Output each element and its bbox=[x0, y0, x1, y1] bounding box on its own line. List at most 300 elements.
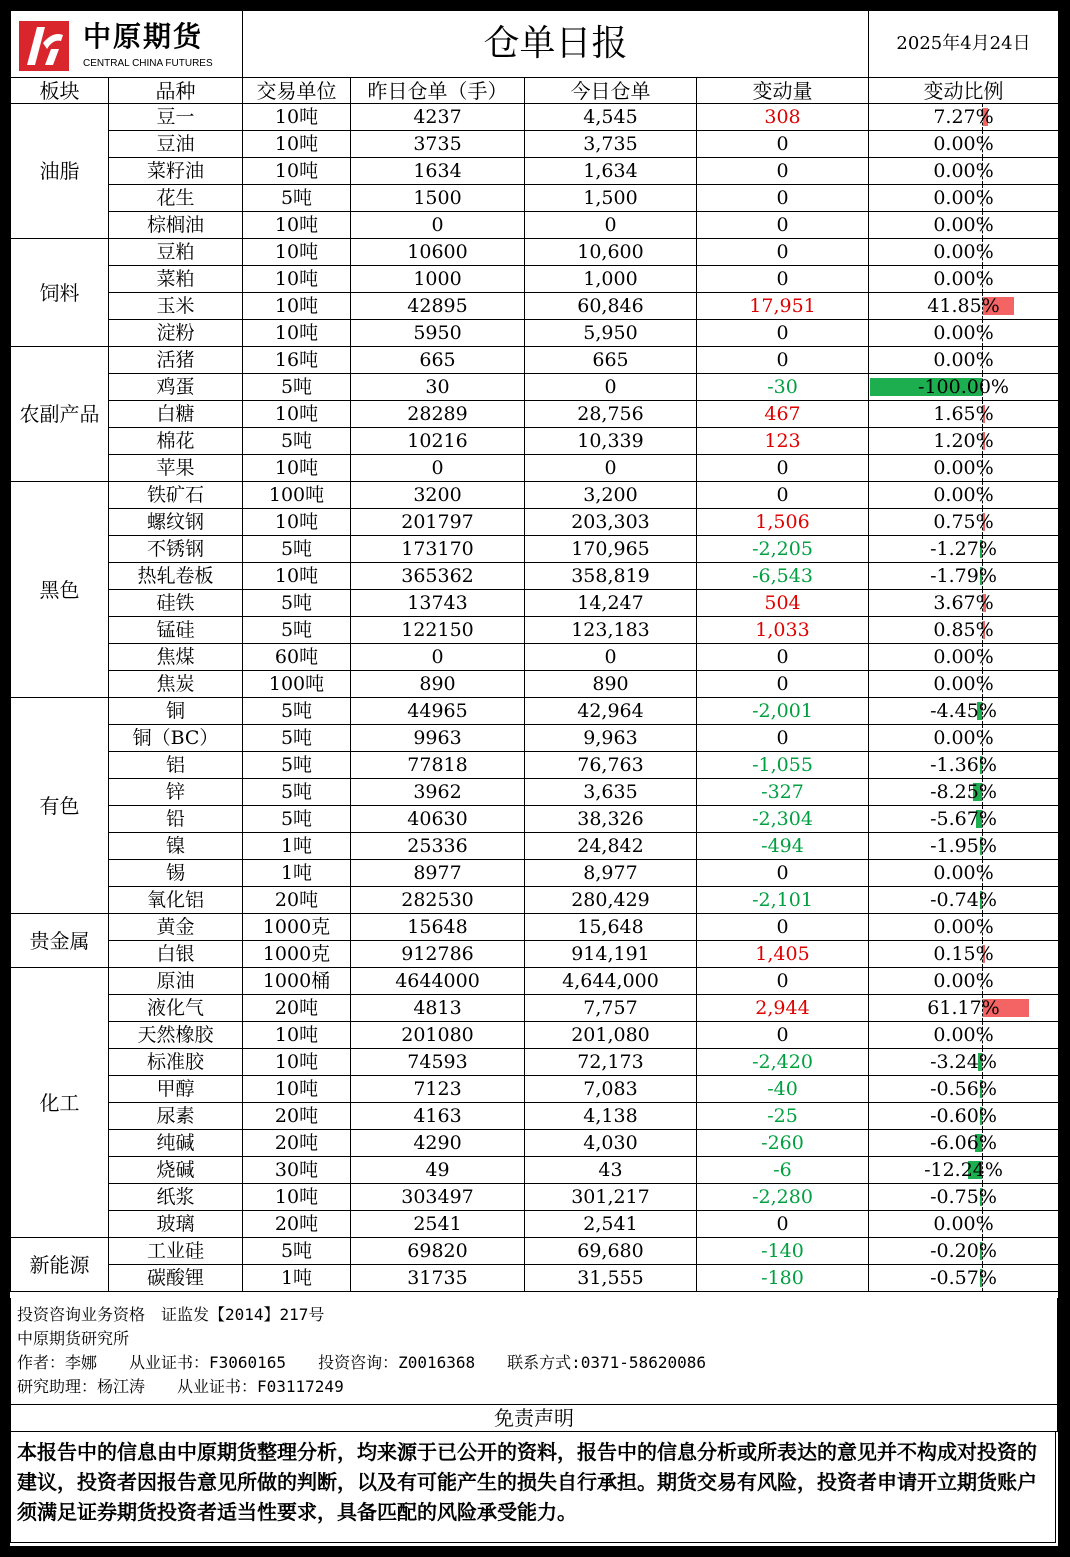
yesterday-receipts: 2541 bbox=[351, 1211, 525, 1238]
change-ratio-text: 0.00% bbox=[933, 861, 994, 884]
product-name: 焦煤 bbox=[109, 644, 243, 671]
product-name: 工业硅 bbox=[109, 1238, 243, 1265]
product-name: 花生 bbox=[109, 185, 243, 212]
today-receipts: 1,500 bbox=[525, 185, 697, 212]
change-amount: 0 bbox=[697, 239, 869, 266]
today-receipts: 358,819 bbox=[525, 563, 697, 590]
change-ratio-text: 0.00% bbox=[933, 726, 994, 749]
change-ratio-text: -1.27% bbox=[930, 537, 997, 560]
yesterday-receipts: 44965 bbox=[351, 698, 525, 725]
change-ratio-text: -1.79% bbox=[930, 564, 997, 587]
change-ratio bbox=[869, 941, 1059, 968]
change-ratio bbox=[869, 455, 1059, 482]
trading-unit: 10吨 bbox=[243, 401, 351, 428]
change-amount: 0 bbox=[697, 860, 869, 887]
table-row bbox=[11, 833, 1059, 860]
change-ratio bbox=[869, 725, 1059, 752]
change-amount: -2,001 bbox=[697, 698, 869, 725]
change-ratio bbox=[869, 428, 1059, 455]
change-ratio bbox=[869, 1103, 1059, 1130]
trading-unit: 20吨 bbox=[243, 995, 351, 1022]
change-amount: -2,420 bbox=[697, 1049, 869, 1076]
today-receipts: 123,183 bbox=[525, 617, 697, 644]
trading-unit: 5吨 bbox=[243, 536, 351, 563]
change-ratio-text: -4.45% bbox=[930, 699, 997, 722]
change-amount: 308 bbox=[697, 104, 869, 131]
trading-unit: 10吨 bbox=[243, 293, 351, 320]
yesterday-receipts: 3200 bbox=[351, 482, 525, 509]
today-receipts: 69,680 bbox=[525, 1238, 697, 1265]
change-ratio-text: -3.24% bbox=[930, 1050, 997, 1073]
yesterday-receipts: 173170 bbox=[351, 536, 525, 563]
change-amount: 1,033 bbox=[697, 617, 869, 644]
change-ratio bbox=[869, 1211, 1059, 1238]
change-ratio-text: 0.00% bbox=[933, 348, 994, 371]
product-name: 尿素 bbox=[109, 1103, 243, 1130]
trading-unit: 10吨 bbox=[243, 212, 351, 239]
today-receipts: 76,763 bbox=[525, 752, 697, 779]
change-ratio bbox=[869, 617, 1059, 644]
product-name: 烧碱 bbox=[109, 1157, 243, 1184]
product-name: 鸡蛋 bbox=[109, 374, 243, 401]
change-amount: -6 bbox=[697, 1157, 869, 1184]
today-receipts: 301,217 bbox=[525, 1184, 697, 1211]
today-receipts: 43 bbox=[525, 1157, 697, 1184]
change-amount: 0 bbox=[697, 158, 869, 185]
yesterday-receipts: 4237 bbox=[351, 104, 525, 131]
change-ratio-text: 0.00% bbox=[933, 969, 994, 992]
yesterday-receipts: 49 bbox=[351, 1157, 525, 1184]
today-receipts: 4,545 bbox=[525, 104, 697, 131]
yesterday-receipts: 122150 bbox=[351, 617, 525, 644]
product-name: 不锈钢 bbox=[109, 536, 243, 563]
product-name: 锌 bbox=[109, 779, 243, 806]
product-name: 螺纹钢 bbox=[109, 509, 243, 536]
table-row bbox=[11, 131, 1059, 158]
yesterday-receipts: 0 bbox=[351, 644, 525, 671]
table-row bbox=[11, 1211, 1059, 1238]
today-receipts: 10,600 bbox=[525, 239, 697, 266]
change-amount: -25 bbox=[697, 1103, 869, 1130]
table-row bbox=[11, 374, 1059, 401]
today-receipts: 60,846 bbox=[525, 293, 697, 320]
yesterday-receipts: 303497 bbox=[351, 1184, 525, 1211]
trading-unit: 10吨 bbox=[243, 239, 351, 266]
yesterday-receipts: 201797 bbox=[351, 509, 525, 536]
change-ratio-text: -8.25% bbox=[930, 780, 997, 803]
today-receipts: 31,555 bbox=[525, 1265, 697, 1292]
change-ratio-text: 61.17% bbox=[927, 996, 1000, 1019]
product-name: 苹果 bbox=[109, 455, 243, 482]
change-ratio bbox=[869, 914, 1059, 941]
change-ratio bbox=[869, 1130, 1059, 1157]
yesterday-receipts: 4163 bbox=[351, 1103, 525, 1130]
product-name: 锰硅 bbox=[109, 617, 243, 644]
change-ratio-text: 0.00% bbox=[933, 132, 994, 155]
change-ratio-text: 0.00% bbox=[933, 915, 994, 938]
trading-unit: 10吨 bbox=[243, 563, 351, 590]
table-row bbox=[11, 1238, 1059, 1265]
change-ratio-text: 1.65% bbox=[933, 402, 994, 425]
product-name: 铁矿石 bbox=[109, 482, 243, 509]
table-row bbox=[11, 860, 1059, 887]
change-ratio bbox=[869, 212, 1059, 239]
change-ratio bbox=[869, 968, 1059, 995]
change-ratio bbox=[869, 104, 1059, 131]
today-receipts: 8,977 bbox=[525, 860, 697, 887]
change-ratio-text: -0.75% bbox=[930, 1185, 997, 1208]
change-amount: -2,101 bbox=[697, 887, 869, 914]
today-receipts: 9,963 bbox=[525, 725, 697, 752]
author-line: 作者：李娜 从业证书：F3060165 投资咨询：Z0016368 联系方式:0371-58620086 bbox=[17, 1353, 706, 1372]
yesterday-receipts: 5950 bbox=[351, 320, 525, 347]
today-receipts: 0 bbox=[525, 374, 697, 401]
table-row bbox=[11, 293, 1059, 320]
yesterday-receipts: 40630 bbox=[351, 806, 525, 833]
change-amount: 0 bbox=[697, 914, 869, 941]
logo-mark-icon bbox=[19, 21, 69, 71]
trading-unit: 20吨 bbox=[243, 1211, 351, 1238]
change-ratio-text: -12.24% bbox=[924, 1158, 1003, 1181]
logo-text-cn: 中原期货 bbox=[83, 20, 204, 53]
disclaimer-body: 本报告中的信息由中原期货整理分析，均来源于已公开的资料，报告中的信息分析或所表达的意见并不构成对投资的建议，投资者因报告意见所做的判断，以及有可能产生的损失自行承担。期货交易有风险，投资者申请开立期货账户须满足证券期货投资者适当性要求，具备匹配的风险承受能力。 bbox=[10, 1431, 1056, 1543]
yesterday-receipts: 69820 bbox=[351, 1238, 525, 1265]
trading-unit: 10吨 bbox=[243, 104, 351, 131]
yesterday-receipts: 30 bbox=[351, 374, 525, 401]
trading-unit: 1吨 bbox=[243, 860, 351, 887]
product-name: 原油 bbox=[109, 968, 243, 995]
trading-unit: 5吨 bbox=[243, 590, 351, 617]
change-amount: 0 bbox=[697, 455, 869, 482]
today-receipts: 1,634 bbox=[525, 158, 697, 185]
yesterday-receipts: 28289 bbox=[351, 401, 525, 428]
trading-unit: 1000桶 bbox=[243, 968, 351, 995]
sector-name: 新能源 bbox=[11, 1238, 109, 1292]
trading-unit: 5吨 bbox=[243, 698, 351, 725]
product-name: 铜 bbox=[109, 698, 243, 725]
yesterday-receipts: 3962 bbox=[351, 779, 525, 806]
sector-name: 化工 bbox=[11, 968, 109, 1238]
change-amount: 467 bbox=[697, 401, 869, 428]
change-amount: 0 bbox=[697, 1211, 869, 1238]
change-ratio bbox=[869, 590, 1059, 617]
product-name: 菜粕 bbox=[109, 266, 243, 293]
today-receipts: 0 bbox=[525, 644, 697, 671]
change-ratio bbox=[869, 1022, 1059, 1049]
today-receipts: 1,000 bbox=[525, 266, 697, 293]
change-amount: 0 bbox=[697, 212, 869, 239]
table-row bbox=[11, 1103, 1059, 1130]
table-row bbox=[11, 1265, 1059, 1292]
today-receipts: 0 bbox=[525, 455, 697, 482]
col-change: 变动量 bbox=[697, 78, 869, 104]
change-amount: 123 bbox=[697, 428, 869, 455]
today-receipts: 2,541 bbox=[525, 1211, 697, 1238]
change-ratio-text: -0.74% bbox=[930, 888, 997, 911]
product-name: 白糖 bbox=[109, 401, 243, 428]
change-ratio bbox=[869, 158, 1059, 185]
change-amount: 0 bbox=[697, 671, 869, 698]
change-amount: 0 bbox=[697, 347, 869, 374]
yesterday-receipts: 3735 bbox=[351, 131, 525, 158]
sector-name: 贵金属 bbox=[11, 914, 109, 968]
change-ratio bbox=[869, 401, 1059, 428]
table-row bbox=[11, 185, 1059, 212]
table-row bbox=[11, 968, 1059, 995]
table-row bbox=[11, 806, 1059, 833]
change-ratio bbox=[869, 509, 1059, 536]
table-row bbox=[11, 941, 1059, 968]
today-receipts: 42,964 bbox=[525, 698, 697, 725]
change-amount: 1,405 bbox=[697, 941, 869, 968]
trading-unit: 30吨 bbox=[243, 1157, 351, 1184]
trading-unit: 20吨 bbox=[243, 887, 351, 914]
change-amount: 0 bbox=[697, 725, 869, 752]
product-name: 豆粕 bbox=[109, 239, 243, 266]
table-row bbox=[11, 752, 1059, 779]
change-ratio bbox=[869, 563, 1059, 590]
change-amount: -2,205 bbox=[697, 536, 869, 563]
trading-unit: 10吨 bbox=[243, 509, 351, 536]
table-row bbox=[11, 590, 1059, 617]
trading-unit: 5吨 bbox=[243, 725, 351, 752]
today-receipts: 0 bbox=[525, 212, 697, 239]
change-ratio bbox=[869, 374, 1059, 401]
trading-unit: 100吨 bbox=[243, 482, 351, 509]
trading-unit: 60吨 bbox=[243, 644, 351, 671]
product-name: 硅铁 bbox=[109, 590, 243, 617]
change-ratio bbox=[869, 860, 1059, 887]
product-name: 黄金 bbox=[109, 914, 243, 941]
trading-unit: 5吨 bbox=[243, 428, 351, 455]
change-ratio bbox=[869, 833, 1059, 860]
trading-unit: 10吨 bbox=[243, 158, 351, 185]
change-ratio-text: 0.00% bbox=[933, 240, 994, 263]
today-receipts: 3,635 bbox=[525, 779, 697, 806]
product-name: 碳酸锂 bbox=[109, 1265, 243, 1292]
product-name: 铜（BC） bbox=[109, 725, 243, 752]
product-name: 白银 bbox=[109, 941, 243, 968]
warehouse-receipt-report bbox=[10, 10, 1058, 1546]
assistant-line: 研究助理：杨江涛 从业证书：F03117249 bbox=[17, 1377, 344, 1396]
change-ratio bbox=[869, 1049, 1059, 1076]
trading-unit: 20吨 bbox=[243, 1103, 351, 1130]
change-ratio bbox=[869, 644, 1059, 671]
yesterday-receipts: 4644000 bbox=[351, 968, 525, 995]
product-name: 铝 bbox=[109, 752, 243, 779]
today-receipts: 7,757 bbox=[525, 995, 697, 1022]
yesterday-receipts: 665 bbox=[351, 347, 525, 374]
yesterday-receipts: 365362 bbox=[351, 563, 525, 590]
change-amount: -2,304 bbox=[697, 806, 869, 833]
product-name: 氧化铝 bbox=[109, 887, 243, 914]
change-ratio-text: -1.36% bbox=[930, 753, 997, 776]
product-name: 天然橡胶 bbox=[109, 1022, 243, 1049]
today-receipts: 38,326 bbox=[525, 806, 697, 833]
change-ratio bbox=[869, 1184, 1059, 1211]
trading-unit: 10吨 bbox=[243, 266, 351, 293]
yesterday-receipts: 1500 bbox=[351, 185, 525, 212]
table-row bbox=[11, 266, 1059, 293]
yesterday-receipts: 8977 bbox=[351, 860, 525, 887]
trading-unit: 20吨 bbox=[243, 1130, 351, 1157]
yesterday-receipts: 1000 bbox=[351, 266, 525, 293]
qualification-line: 投资咨询业务资格 证监发【2014】217号 bbox=[17, 1305, 325, 1324]
yesterday-receipts: 10216 bbox=[351, 428, 525, 455]
table-row bbox=[11, 1049, 1059, 1076]
table-row bbox=[11, 455, 1059, 482]
table-row bbox=[11, 1076, 1059, 1103]
change-ratio bbox=[869, 1157, 1059, 1184]
report-title: 仓单日报 bbox=[243, 11, 869, 78]
col-pct: 变动比例 bbox=[869, 78, 1059, 104]
yesterday-receipts: 4813 bbox=[351, 995, 525, 1022]
trading-unit: 5吨 bbox=[243, 752, 351, 779]
table-row bbox=[11, 158, 1059, 185]
today-receipts: 28,756 bbox=[525, 401, 697, 428]
change-amount: 0 bbox=[697, 968, 869, 995]
product-name: 液化气 bbox=[109, 995, 243, 1022]
product-name: 棉花 bbox=[109, 428, 243, 455]
trading-unit: 10吨 bbox=[243, 1022, 351, 1049]
change-ratio bbox=[869, 185, 1059, 212]
change-ratio-text: -0.56% bbox=[930, 1077, 997, 1100]
product-name: 焦炭 bbox=[109, 671, 243, 698]
col-sector: 板块 bbox=[11, 78, 109, 104]
table-row bbox=[11, 1157, 1059, 1184]
trading-unit: 10吨 bbox=[243, 131, 351, 158]
product-name: 锡 bbox=[109, 860, 243, 887]
change-ratio bbox=[869, 536, 1059, 563]
table-row bbox=[11, 509, 1059, 536]
product-name: 棕榈油 bbox=[109, 212, 243, 239]
trading-unit: 10吨 bbox=[243, 320, 351, 347]
yesterday-receipts: 890 bbox=[351, 671, 525, 698]
table-row bbox=[11, 1130, 1059, 1157]
change-ratio-text: -5.67% bbox=[930, 807, 997, 830]
change-ratio bbox=[869, 1238, 1059, 1265]
today-receipts: 4,030 bbox=[525, 1130, 697, 1157]
change-ratio-text: -100.00% bbox=[918, 375, 1009, 398]
col-yesterday: 昨日仓单（手） bbox=[351, 78, 525, 104]
sector-name: 饲料 bbox=[11, 239, 109, 347]
change-ratio bbox=[869, 266, 1059, 293]
today-receipts: 4,644,000 bbox=[525, 968, 697, 995]
author-info bbox=[10, 1298, 1058, 1405]
table-row bbox=[11, 563, 1059, 590]
col-unit: 交易单位 bbox=[243, 78, 351, 104]
trading-unit: 5吨 bbox=[243, 806, 351, 833]
yesterday-receipts: 7123 bbox=[351, 1076, 525, 1103]
change-ratio-text: -0.57% bbox=[930, 1266, 997, 1289]
table-row bbox=[11, 644, 1059, 671]
change-ratio-text: 0.00% bbox=[933, 456, 994, 479]
report-date: 2025年4月24日 bbox=[869, 11, 1059, 78]
today-receipts: 5,950 bbox=[525, 320, 697, 347]
table-row bbox=[11, 887, 1059, 914]
change-ratio-text: 0.00% bbox=[933, 267, 994, 290]
today-receipts: 4,138 bbox=[525, 1103, 697, 1130]
change-ratio-text: 0.00% bbox=[933, 1023, 994, 1046]
table-row bbox=[11, 779, 1059, 806]
change-ratio-text: -1.95% bbox=[930, 834, 997, 857]
trading-unit: 5吨 bbox=[243, 185, 351, 212]
change-ratio bbox=[869, 752, 1059, 779]
change-amount: 0 bbox=[697, 644, 869, 671]
trading-unit: 5吨 bbox=[243, 617, 351, 644]
change-amount: 0 bbox=[697, 185, 869, 212]
company-logo bbox=[11, 11, 242, 77]
change-ratio bbox=[869, 1265, 1059, 1292]
today-receipts: 280,429 bbox=[525, 887, 697, 914]
product-name: 标准胶 bbox=[109, 1049, 243, 1076]
trading-unit: 10吨 bbox=[243, 455, 351, 482]
column-header-row bbox=[11, 78, 1059, 104]
table-row bbox=[11, 428, 1059, 455]
product-name: 甲醇 bbox=[109, 1076, 243, 1103]
logo-text-en: CENTRAL CHINA FUTURES bbox=[83, 58, 213, 69]
trading-unit: 10吨 bbox=[243, 1076, 351, 1103]
sector-name: 农副产品 bbox=[11, 347, 109, 482]
institute-line: 中原期货研究所 bbox=[17, 1329, 130, 1348]
today-receipts: 72,173 bbox=[525, 1049, 697, 1076]
product-name: 淀粉 bbox=[109, 320, 243, 347]
table-row bbox=[11, 320, 1059, 347]
today-receipts: 24,842 bbox=[525, 833, 697, 860]
table-row bbox=[11, 104, 1059, 131]
yesterday-receipts: 9963 bbox=[351, 725, 525, 752]
yesterday-receipts: 77818 bbox=[351, 752, 525, 779]
yesterday-receipts: 1634 bbox=[351, 158, 525, 185]
sector-name: 油脂 bbox=[11, 104, 109, 239]
yesterday-receipts: 15648 bbox=[351, 914, 525, 941]
change-ratio-text: 3.67% bbox=[933, 591, 994, 614]
change-ratio-text: 0.00% bbox=[933, 159, 994, 182]
change-ratio-text: -0.20% bbox=[930, 1239, 997, 1262]
table-row bbox=[11, 995, 1059, 1022]
change-amount: -40 bbox=[697, 1076, 869, 1103]
yesterday-receipts: 25336 bbox=[351, 833, 525, 860]
change-amount: -140 bbox=[697, 1238, 869, 1265]
today-receipts: 3,735 bbox=[525, 131, 697, 158]
change-ratio bbox=[869, 239, 1059, 266]
change-ratio-text: 0.00% bbox=[933, 213, 994, 236]
trading-unit: 1吨 bbox=[243, 1265, 351, 1292]
product-name: 热轧卷板 bbox=[109, 563, 243, 590]
change-ratio bbox=[869, 347, 1059, 374]
report-footer bbox=[10, 1298, 1058, 1546]
change-amount: 2,944 bbox=[697, 995, 869, 1022]
table-row bbox=[11, 239, 1059, 266]
col-product: 品种 bbox=[109, 78, 243, 104]
change-ratio-text: 0.85% bbox=[933, 618, 994, 641]
today-receipts: 7,083 bbox=[525, 1076, 697, 1103]
trading-unit: 5吨 bbox=[243, 1238, 351, 1265]
table-row bbox=[11, 482, 1059, 509]
yesterday-receipts: 912786 bbox=[351, 941, 525, 968]
change-ratio bbox=[869, 293, 1059, 320]
yesterday-receipts: 201080 bbox=[351, 1022, 525, 1049]
logo-cell bbox=[11, 11, 243, 78]
change-ratio bbox=[869, 887, 1059, 914]
trading-unit: 1吨 bbox=[243, 833, 351, 860]
product-name: 豆一 bbox=[109, 104, 243, 131]
today-receipts: 890 bbox=[525, 671, 697, 698]
change-amount: -494 bbox=[697, 833, 869, 860]
table-row bbox=[11, 401, 1059, 428]
today-receipts: 3,200 bbox=[525, 482, 697, 509]
change-ratio-text: 0.15% bbox=[933, 942, 994, 965]
